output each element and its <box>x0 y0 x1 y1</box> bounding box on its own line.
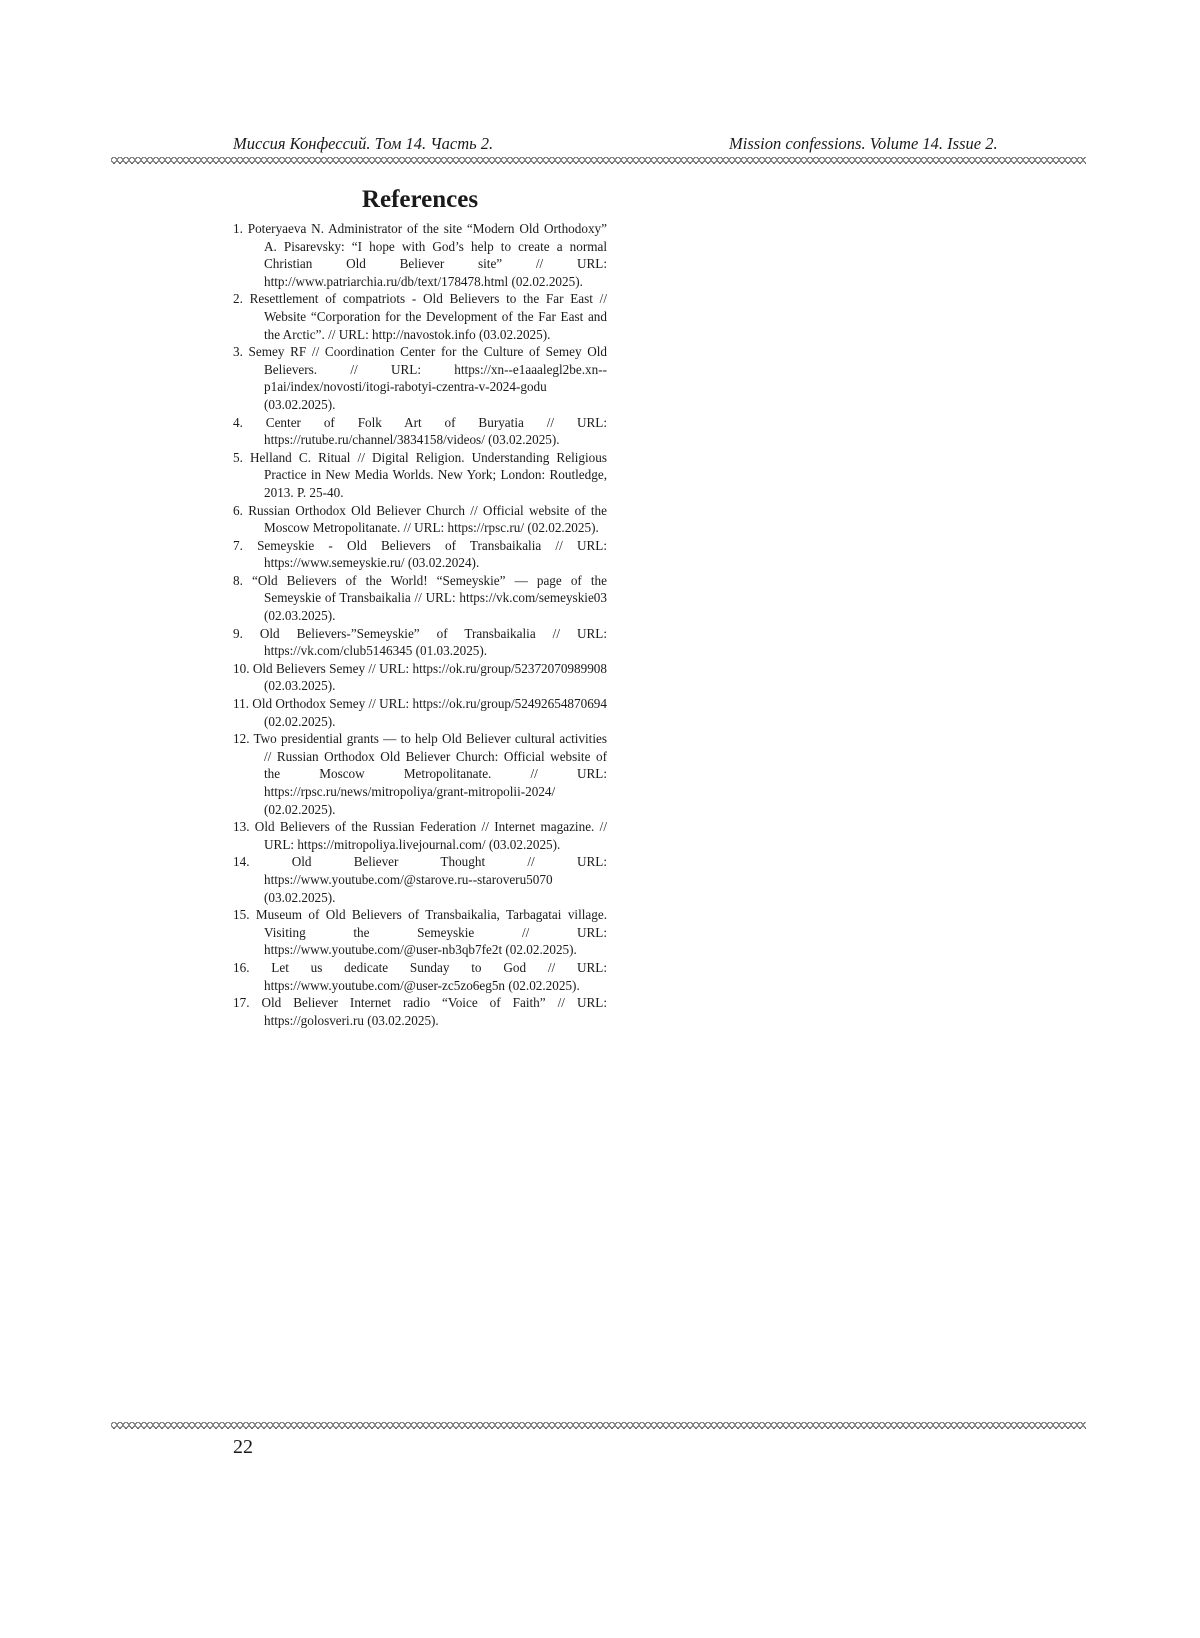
reference-item-15: 15. Museum of Old Believers of Transbaikalia, Tarbagatai village. Visiting the Semeyskie // URL: https://www.youtube.com/@user-nb3qb7fe2t (02.02.2025). <box>233 907 607 958</box>
reference-item-12: 12. Two presidential grants — to help Old Believer cultural activities // Russian Orthodox Old Believer Church: Official website of the Moscow Metropolitanate. // URL: https://rpsc.ru/news/mitropoliya/grant-mitropolii-2024/ (02.02.2025). <box>233 731 607 817</box>
references-section <box>233 184 607 1029</box>
page-number: 22 <box>233 1436 253 1458</box>
reference-item-5: 5. Helland C. Ritual // Digital Religion. Understanding Religious Practice in New Media Worlds. New York; London: Routledge, 2013. P. 25-40. <box>233 449 607 500</box>
references-heading: References <box>361 186 479 213</box>
reference-item-17: 17. Old Believer Internet radio “Voice of Faith” // URL: https://golosveri.ru (03.02.2025). <box>233 995 607 1028</box>
reference-item-10: 10. Old Believers Semey // URL: https://ok.ru/group/52372070989908 (02.03.2025). <box>233 660 607 694</box>
reference-item-7: 7. Semeyskie - Old Believers of Transbaikalia // URL: https://www.semeyskie.ru/ (03.02.2024). <box>233 537 607 571</box>
reference-item-16: 16. Let us dedicate Sunday to God // URL: https://www.youtube.com/@user-zc5zo6eg5n (02.02.2025). <box>233 959 607 993</box>
reference-item-9: 9. Old Believers-”Semeyskie” of Transbaikalia // URL: https://vk.com/club5146345 (01.03.2025). <box>233 625 607 659</box>
reference-item-11: 11. Old Orthodox Semey // URL: https://ok.ru/group/52492654870694 (02.02.2025). <box>233 696 607 729</box>
reference-list <box>233 220 607 1029</box>
reference-item-3: 3. Semey RF // Coordination Center for the Culture of Semey Old Believers. // URL: https://xn--e1aaalegl2be.xn--p1ai/index/novosti/itogi-rabotyi-czentra-v-2024-godu (03.02.2025). <box>233 344 607 412</box>
reference-item-4: 4. Center of Folk Art of Buryatia // URL: https://rutube.ru/channel/3834158/videos/ (03.02.2025). <box>233 414 607 448</box>
reference-item-13: 13. Old Believers of the Russian Federation // Internet magazine. // URL: https://mitropoliya.livejournal.com/ (03.02.2025). <box>233 819 607 852</box>
reference-item-14: 14. Old Believer Thought // URL: https://www.youtube.com/@starove.ru--staroveru5070 (03.02.2025). <box>233 854 607 905</box>
reference-item-2: 2. Resettlement of compatriots - Old Believers to the Far East // Website “Corporation for the Development of the Far East and the Arctic”. // URL: http://navostok.info (03.02.2025). <box>233 291 607 342</box>
reference-item-1: 1. Poteryaeva N. Administrator of the site “Modern Old Orthodoxy” A. Pisarevsky: “I hope with God’s help to create a normal Christian Old Believer site” // URL: http://www.patriarchia.ru/db/text/178478.html (02.02.2025). <box>233 221 607 289</box>
reference-item-8: 8. “Old Believers of the World! “Semeyskie” — page of the Semeyskie of Transbaikalia // URL: https://vk.com/semeyskie03 (02.03.2025). <box>233 572 607 624</box>
reference-item-6: 6. Russian Orthodox Old Believer Church // Official website of the Moscow Metropolitanate. // URL: https://rpsc.ru/ (02.02.2025). <box>233 502 607 536</box>
running-header-english: Mission confessions. Volume 14. Issue 2. <box>729 134 998 153</box>
running-header-russian: Миссия Конфессий. Том 14. Часть 2. <box>233 134 494 153</box>
header-ornament-divider <box>111 157 1086 164</box>
footer-ornament-divider <box>111 1422 1086 1429</box>
